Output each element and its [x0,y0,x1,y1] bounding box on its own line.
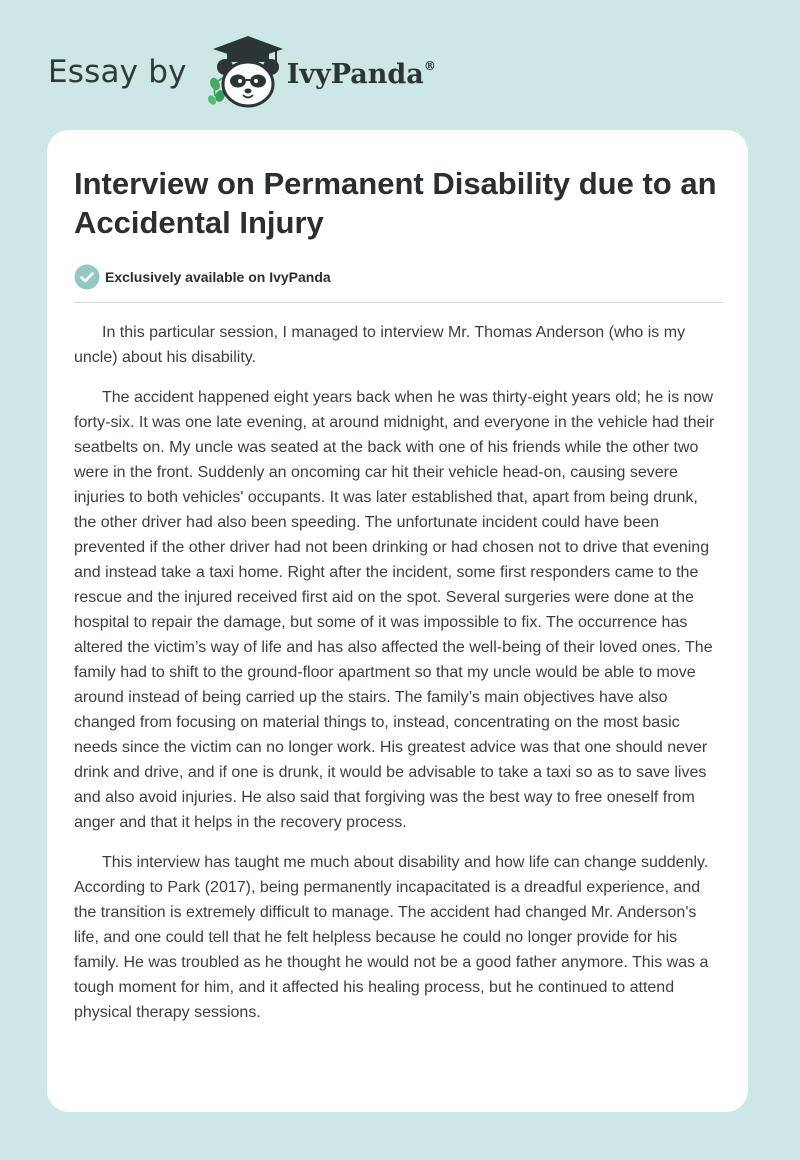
essay-body [74,320,724,1040]
exclusive-badge-label: Exclusively available on IvyPanda [105,269,331,285]
essay-paragraph-3: This interview has taught me much about disability and how life can change suddenly. According to Park (2017), being permanently incapacitated is a dreadful experience, and the transition is extremely difficult to manage. The accident had changed Mr. Anderson's life, and one could tell that he felt helpless because he could no longer provide for his family. He was troubled as he thought he would not be a good father anymore. This was a tough moment for him, and it affected his healing process, but he continued to attend physical therapy sessions. [74,854,709,1021]
brand-prefix: Essay by [48,54,187,90]
brand-header [48,34,436,110]
check-circle-icon [74,264,100,290]
brand-name-text: IvyPanda [286,58,424,90]
essay-paragraph-2: The accident happened eight years back when he was thirty-eight years old; he is now forty-six. It was one late evening, at around midnight, and everyone in the vehicle had their seatbelts on. My uncle was seated at the back with one of his friends while the other two were in the front. Suddenly an oncoming car hit their vehicle head-on, causing severe injuries to both vehicles' occupants. It was later established that, apart from being drunk, the other driver had also been speeding. The unfortunate incident could have been prevented if the other driver had not been drinking or had chosen not to drive that evening and instead take a taxi home. Right after the incident, some first responders came to the rescue and the injured received first aid on the spot. Several surgeries were done at the hospital to repair the damage, but some of it was impossible to fix. The occurrence has altered the victim’s way of life and has also affected the well-being of their loved ones. The family had to shift to the ground-floor apartment so that my uncle would be able to move around instead of being carried up the stairs. The family’s main objectives have also changed from focusing on material things to, instead, concentrating on the most basic needs since the victim can no longer work. His greatest advice was that one should never drink and drive, and if one is drunk, it would be advisable to take a taxi so as to save lives and also avoid injuries. He also said that forgiving was the best way to free oneself from anger and that it helps in the recovery process. [74,389,715,831]
title-divider [74,302,723,303]
essay-paragraph-1: In this particular session, I managed to interview Mr. Thomas Anderson (who is my uncle) about his disability. [74,324,686,366]
essay-title: Interview on Permanent Disability due to an Accidental Injury [74,166,717,240]
brand-name [287,59,436,90]
exclusive-badge [74,264,331,290]
panda-graduate-icon [203,34,283,110]
essay-card [47,130,748,1112]
trademark-symbol: ® [423,58,436,73]
